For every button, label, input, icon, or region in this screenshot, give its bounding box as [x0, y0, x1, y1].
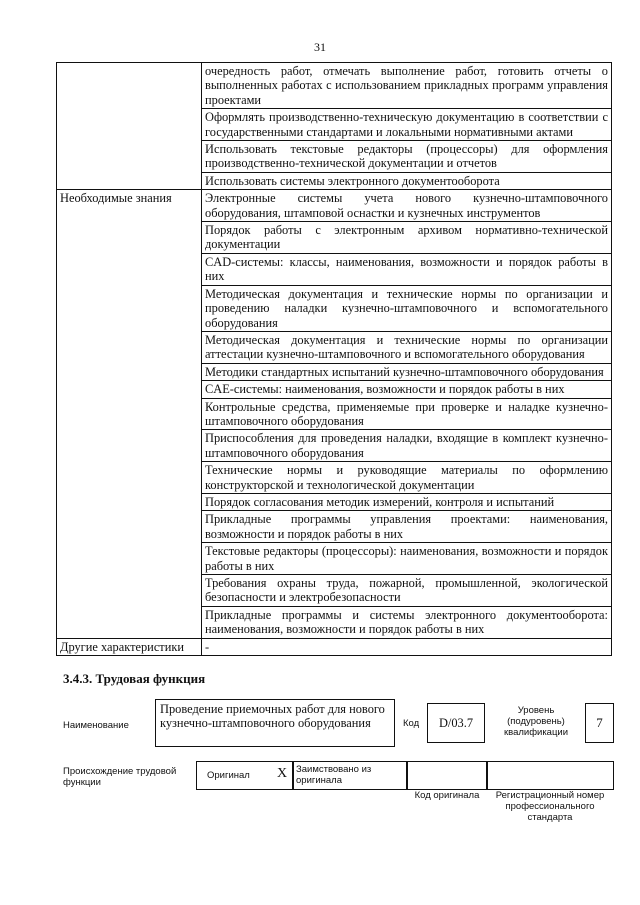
original-box [196, 761, 294, 790]
table-cell: Методическая документация и технические нормы по организации и проведению наладки кузнечно-штамповочного и вспомогательного оборудования [202, 285, 612, 331]
level-box [585, 703, 614, 743]
original-mark: X [277, 766, 288, 781]
table-cell: Приспособления для проведения наладки, входящие в комплект кузнечно-штамповочного оборудования [202, 430, 612, 462]
borrowed-box [292, 761, 408, 790]
table-cell: Использовать текстовые редакторы (процессоры) для оформления производственно-технической документации и отчетов [202, 141, 612, 173]
table-cell: Контрольные средства, применяемые при проверке и наладке кузнечно-штамповочного оборудования [202, 398, 612, 430]
table-cell: Методики стандартных испытаний кузнечно-штамповочного оборудования [202, 363, 612, 380]
table-cell: Оформлять производственно-техническую документацию в соответствии с государственными стандартами и локальными нормативными актами [202, 109, 612, 141]
code-original-box [406, 761, 488, 790]
level-label: Уровень (подуровень) квалификации [503, 705, 569, 738]
reg-number-box [486, 761, 614, 790]
table-cell: Требования охраны труда, пожарной, промышленной, экологической безопасности и электробезопасности [202, 575, 612, 607]
skills-knowledge-table [56, 62, 612, 656]
code-box [427, 703, 485, 743]
row-label: Необходимые знания [57, 190, 202, 638]
code-original-caption: Код оригинала [414, 790, 480, 801]
table-row [57, 63, 612, 109]
level-value: 7 [596, 715, 603, 730]
section-title: 3.4.3. Трудовая функция [63, 671, 206, 686]
borrowed-label: Заимствовано из оригинала [296, 764, 372, 786]
table-row [57, 638, 612, 655]
function-name-box [155, 699, 395, 747]
table-cell: - [202, 638, 612, 655]
table-cell: Прикладные программы и системы электронного документооборота: наименования, возможности и порядок работы в них [202, 606, 612, 638]
original-label: Оригинал [207, 770, 250, 781]
table-cell: Использовать системы электронного документооборота [202, 172, 612, 189]
reg-number-caption: Регистрационный номер профессионального стандарта [495, 790, 605, 823]
table-row [57, 190, 612, 222]
table-cell: Методическая документация и технические нормы по организации аттестации кузнечно-штамповочного и вспомогательного оборудования [202, 331, 612, 363]
table-cell: Текстовые редакторы (процессоры): наименования, возможности и порядок работы в них [202, 543, 612, 575]
code-value: D/03.7 [438, 716, 474, 730]
table-cell: Электронные системы учета нового кузнечно-штамповочного оборудования, штамповой оснастки и кузнечных инструментов [202, 190, 612, 222]
origin-label: Происхождение трудовой функции [63, 766, 177, 788]
name-label: Наименование [63, 720, 129, 731]
row-label [57, 63, 202, 190]
table-cell: CAE-системы: наименования, возможности и порядок работы в них [202, 381, 612, 398]
table-cell: Порядок согласования методик измерений, контроля и испытаний [202, 493, 612, 510]
page-number: 31 [314, 40, 326, 54]
table-cell: Технические нормы и руководящие материалы по оформлению конструкторской и технологической документации [202, 462, 612, 494]
table-cell: очередность работ, отмечать выполнение работ, готовить отчеты о выполненных работах с использованием прикладных программ управления проектами [202, 63, 612, 109]
table-cell: Порядок работы с электронным архивом нормативно-технической документации [202, 222, 612, 254]
row-label: Другие характеристики [57, 638, 202, 655]
table-cell: CAD-системы: классы, наименования, возможности и порядок работы в них [202, 253, 612, 285]
code-label: Код [403, 718, 420, 729]
function-name-value: Проведение приемочных работ для нового кузнечно-штамповочного оборудования [160, 702, 385, 731]
table-cell: Прикладные программы управления проектами: наименования, возможности и порядок работы в них [202, 511, 612, 543]
